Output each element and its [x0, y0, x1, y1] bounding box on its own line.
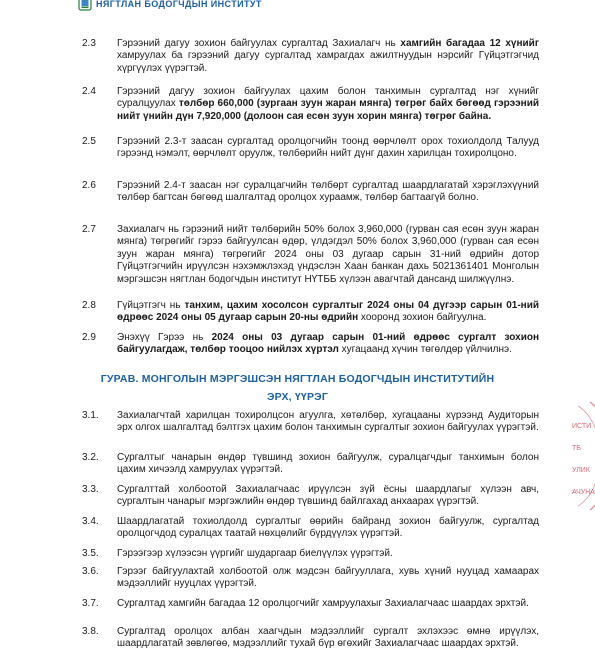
stamp-text: ТБ — [572, 445, 581, 452]
clause-number: 3.1. — [82, 410, 99, 421]
clause-number: 2.4 — [82, 86, 96, 97]
clause-text: Сургалттай холбоотой Захиалагчаас ирүүлсэн зүй ёсны шаардлагыг хүлээн авч, сургалтын чанарыг мэргэжлийн өндөр түвшинд байлгахад анхаарах үүрэгтэй. — [117, 484, 539, 508]
clause-text: Захиалагчтай харилцан тохиролцсон агуулга, хөтөлбөр, хугацааны хүрээнд Аудиторын эрх олгох шалгалтад бэлтгэх цахим болон танхимын сургалтыг зохион байгуулах үүрэгтэй. — [117, 410, 539, 434]
clause-number: 3.7. — [82, 598, 99, 609]
clause-number: 2.8 — [82, 300, 96, 311]
clause-text: Гэрээг байгуулахтай холбоотой олж мэдсэн байгууллага, хувь хүний нууцад хамаарах мэдээллийг нууцлах үүрэгтэй. — [117, 566, 539, 590]
official-stamp — [568, 398, 595, 514]
clause-text: Гэрээний дагуу зохион байгуулах цахим болон танхимын сургалтад нэг хүнийг суралцуулах төлбөр 660,000 (зургаан зуун жаран мянга) төгрөг байх бөгөөд гэрээний нийт үнийн дүн 7,920,000 (долоон сая есөн зуун хорин мянга) төгрөг байна. — [117, 86, 540, 122]
clause-number: 3.2. — [82, 452, 99, 463]
page-header — [78, 0, 478, 14]
clause-text: Гүйцэтгэгч нь танхим, цахим хосолсон сургалтыг 2024 оны 04 дүгээр сарын 01-ний өдрөөс 2024 оны 05 дугаар сарын 20-ны өдрийн хооронд зохион байгуулна. — [117, 300, 539, 324]
section-3-subtitle: ЭРХ, ҮҮРЭГ — [266, 391, 329, 403]
stamp-text: ИСТИ — [572, 423, 592, 430]
stamp-text: УЛИК — [572, 467, 590, 474]
clause-text: Энэхүү Гэрээ нь 2024 оны 03 дугаар сарын 01-ний өдрөөс сургалт зохион байгуулагдаж, төлбөр тооцоо нийлэх хүртэл хугацаанд хүчин төгөлдөр үйлчилнэ. — [117, 332, 539, 356]
clause-text: Гэрээний дагуу зохион байгуулах сургалтад Захиалагч нь хамгийн багадаа 12 хүнийг хамруулах ба гэрээний дагуу сургалтад хамрагдах ажилтнуудын нэрсийг Гүйцэтгэгчид хүргүүлэх үүрэгтэй. — [117, 38, 539, 74]
clause-number: 3.6. — [82, 566, 99, 577]
clause-number: 2.7 — [82, 224, 96, 235]
clause-text: Сургалтыг чанарын өндөр түвшинд зохион байгуулж, суралцагчдыг танхимын болон цахим хичээлд хамруулах үүрэгтэй. — [117, 452, 539, 476]
clause-number: 2.3 — [82, 38, 96, 49]
clause-number: 2.9 — [82, 332, 96, 343]
clause-number: 3.8. — [82, 626, 99, 637]
clause-text: Сургалтад хамгийн багадаа 12 оролцогчийг хамруулахыг Захиалагчаас шаардах эрхтэй. — [117, 598, 529, 609]
clause-number: 3.5. — [82, 548, 99, 559]
clause-number: 2.5 — [82, 136, 96, 147]
clause-text: Гэрээний 2.4-т заасан нэг суралцагчийн төлбөрт сургалтад шаардлагатай хэрэглэхүүний төлбөр багтсан бөгөөд шалгалтад оролцох хураамж, төлбөр багтаагүй болно. — [117, 180, 539, 204]
clause-number: 2.6 — [82, 180, 96, 191]
clause-text: Шаардлагатай тохиолдолд сургалтыг өөрийн байранд зохион байгуулж, сургалтад оролцогчдод суралцах таатай нөхцөлийг бүрдүүлэх үүрэгтэй. — [117, 516, 539, 540]
clause-text: Сургалтад оролцох албан хаагчдын мэдээллийг сургалт эхлэхээс өмнө ирүүлэх, шаардлагатай зөвлөгөө, мэдээллийг тухай бүр өгөхийг Захиалагчаас шаардах эрхтэй. — [117, 626, 539, 650]
clause-text: Гэрээний 2.3-т заасан сургалтад оролцогчийн тоонд өөрчлөлт орох тохиолдолд Талууд гэрээнд нэмэлт, өөрчлөлт оруулж, төлбөрийн нийт дүнг дахин харилцан тохиролцоно. — [117, 136, 539, 160]
institute-logo-icon — [78, 0, 92, 12]
clause-number: 3.4. — [82, 516, 99, 527]
clause-number: 3.3. — [82, 484, 99, 495]
clause-text: Гэрээгээр хүлээсэн үүргийг шударгаар биелүүлэх үүрэгтэй. — [117, 548, 393, 559]
clause-text: Захиалагч нь гэрээний нийт төлбөрийн 50% болох 3,960,000 (гурван сая есөн зуун жаран мянга) төгрөгийг гэрээ байгуулсан өдөр, үлдэгдэл 50% болох 3,960,000 (гурван сая есөн зуун жаран мянга) төгрөгийг 2024 оны 03 дугаар сарын 31-ний өдрийн дотор Гүйцэтгэгчийн ирүүлсэн нэхэмжлэхэд үндэслэн Хаан банкан дахь 5021361401 Монголын мэргэшсэн нягтлан бодогчдын институт НҮТББ хүлээн авагчтай дансанд шилжүүлнэ. — [117, 224, 539, 285]
section-3-title: ГУРАВ. МОНГОЛЫН МЭРГЭШСЭН НЯГТЛАН БОДОГЧДЫН ИНСТИТУТИЙН — [100, 373, 495, 385]
header-title: НЯГТЛАН БОДОГЧДЫН ИНСТИТУТ — [96, 0, 262, 9]
stamp-text: АЧУНА — [572, 489, 595, 496]
